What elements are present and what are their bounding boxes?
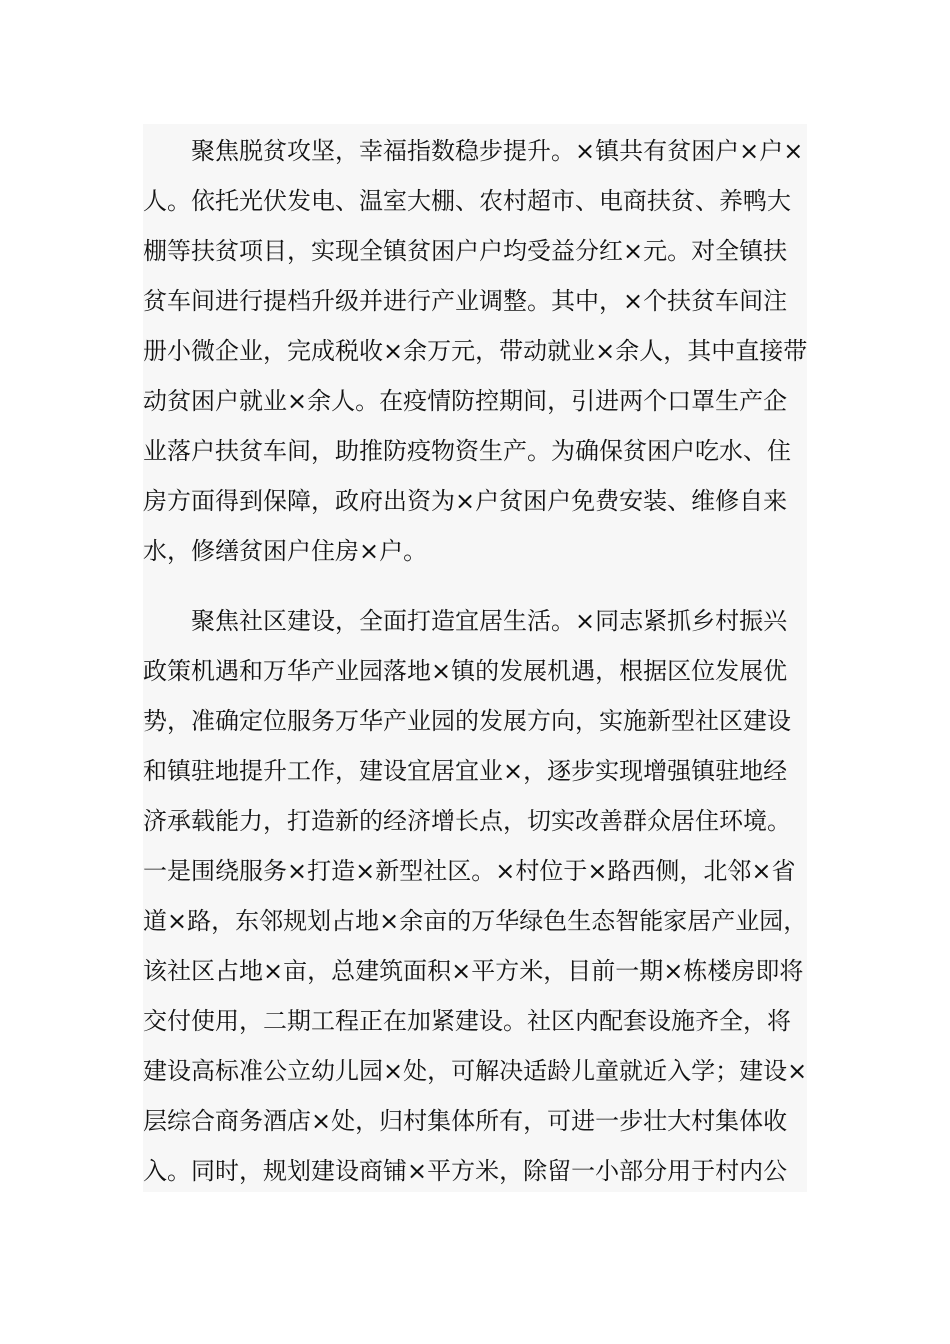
text-line: 建设高标准公立幼儿园×处，可解决适龄儿童就近入学；建设× [143,1057,807,1085]
text-line: 济承载能力，打造新的经济增长点，切实改善群众居住环境。 [143,807,791,835]
text-line: 入。同时，规划建设商铺×平方米，除留一小部分用于村内公 [143,1157,788,1185]
document-text-block [143,124,807,1192]
text-line: 业落户扶贫车间，助推防疫物资生产。为确保贫困户吃水、住 [143,437,791,465]
text-line: 层综合商务酒店×处，归村集体所有，可进一步壮大村集体收 [143,1107,788,1135]
text-line: 聚焦社区建设，全面打造宜居生活。×同志紧抓乡村振兴 [191,607,788,635]
paragraph-poverty-alleviation [143,126,807,576]
text-line: 册小微企业，完成税收×余万元，带动就业×余人，其中直接带 [143,337,807,365]
text-line: 一是围绕服务×打造×新型社区。×村位于×路西侧，北邻×省 [143,857,796,885]
text-line: 政策机遇和万华产业园落地×镇的发展机遇，根据区位发展优 [143,657,788,685]
text-line: 水，修缮贫困户住房×户。 [143,537,428,565]
text-line: 交付使用，二期工程正在加紧建设。社区内配套设施齐全，将 [143,1007,791,1035]
text-line: 该社区占地×亩，总建筑面积×平方米，目前一期×栋楼房即将 [143,957,804,985]
text-line: 道×路，东邻规划占地×余亩的万华绿色生态智能家居产业园， [143,907,807,935]
text-line: 人。依托光伏发电、温室大棚、农村超市、电商扶贫、养鸭大 [143,187,791,215]
text-line: 房方面得到保障，政府出资为×户贫困户免费安装、维修自来 [143,487,788,515]
text-line: 和镇驻地提升工作，建设宜居宜业×，逐步实现增强镇驻地经 [143,757,788,785]
text-line: 势，准确定位服务万华产业园的发展方向，实施新型社区建设 [143,707,791,735]
text-line: 动贫困户就业×余人。在疫情防控期间，引进两个口罩生产企 [143,387,788,415]
text-line: 棚等扶贫项目，实现全镇贫困户户均受益分红×元。对全镇扶 [143,237,788,265]
text-line: 聚焦脱贫攻坚，幸福指数稳步提升。×镇共有贫困户×户× [191,137,804,165]
paragraph-community-building [143,596,807,1192]
text-line: 贫车间进行提档升级并进行产业调整。其中，×个扶贫车间注 [143,287,788,315]
